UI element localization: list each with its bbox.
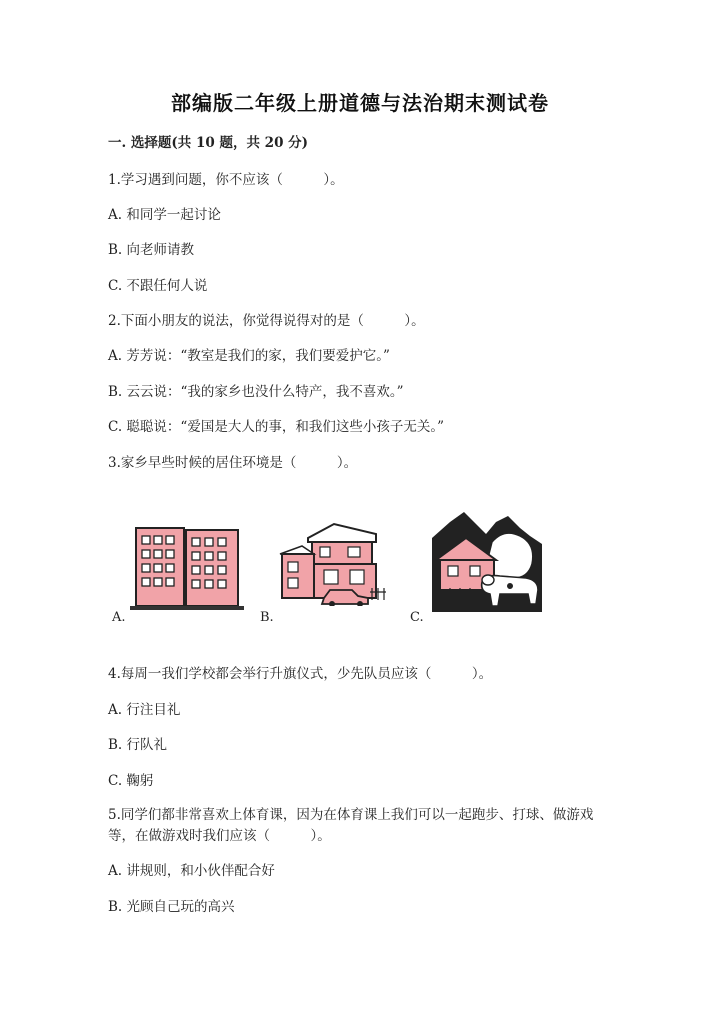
question-1-stem: 1.学习遇到问题，你不应该（ ）。: [108, 172, 344, 188]
villa-with-car-illustration: [278, 520, 388, 606]
image-label-a: A.: [112, 610, 126, 625]
question-3-stem: 3.家乡早些时候的居住环境是（ ）。: [108, 455, 358, 471]
apartment-buildings-illustration: [128, 520, 246, 612]
question-2-option-b: B. 云云说：“我的家乡也没什么特产，我不喜欢。”: [108, 384, 404, 400]
question-1-option-a: A. 和同学一起讨论: [108, 207, 221, 223]
question-4-option-b: B. 行队礼: [108, 737, 168, 753]
question-4-stem: 4.每周一我们学校都会举行升旗仪式，少先队员应该（ ）。: [108, 666, 493, 682]
question-5-option-a: A. 讲规则，和小伙伴配合好: [108, 863, 275, 879]
rural-house-with-cow-illustration: [430, 508, 544, 612]
page-title: 部编版二年级上册道德与法治期末测试卷: [171, 91, 549, 115]
question-5-stem: 5.同学们都非常喜欢上体育课，因为在体育课上我们可以一起跑步、打球、做游戏等，在做游戏时我们应该（ ）。: [108, 807, 594, 844]
section-heading: 一. 选择题(共 10 题，共 20 分): [108, 135, 309, 151]
question-2-stem: 2.下面小朋友的说法，你觉得说得对的是（ ）。: [108, 313, 425, 329]
question-2-option-a: A. 芳芳说：“教室是我们的家，我们要爱护它。”: [108, 348, 390, 364]
question-1-option-c: C. 不跟任何人说: [108, 278, 208, 294]
image-label-b: B.: [260, 610, 274, 625]
question-4-option-c: C. 鞠躬: [108, 773, 154, 789]
image-label-c: C.: [410, 610, 424, 625]
question-5-option-b: B. 光顾自己玩的高兴: [108, 899, 235, 915]
question-4-option-a: A. 行注目礼: [108, 702, 181, 718]
question-1-option-b: B. 向老师请教: [108, 242, 195, 258]
question-2-option-c: C. 聪聪说：“爱国是大人的事，和我们这些小孩子无关。”: [108, 419, 444, 435]
